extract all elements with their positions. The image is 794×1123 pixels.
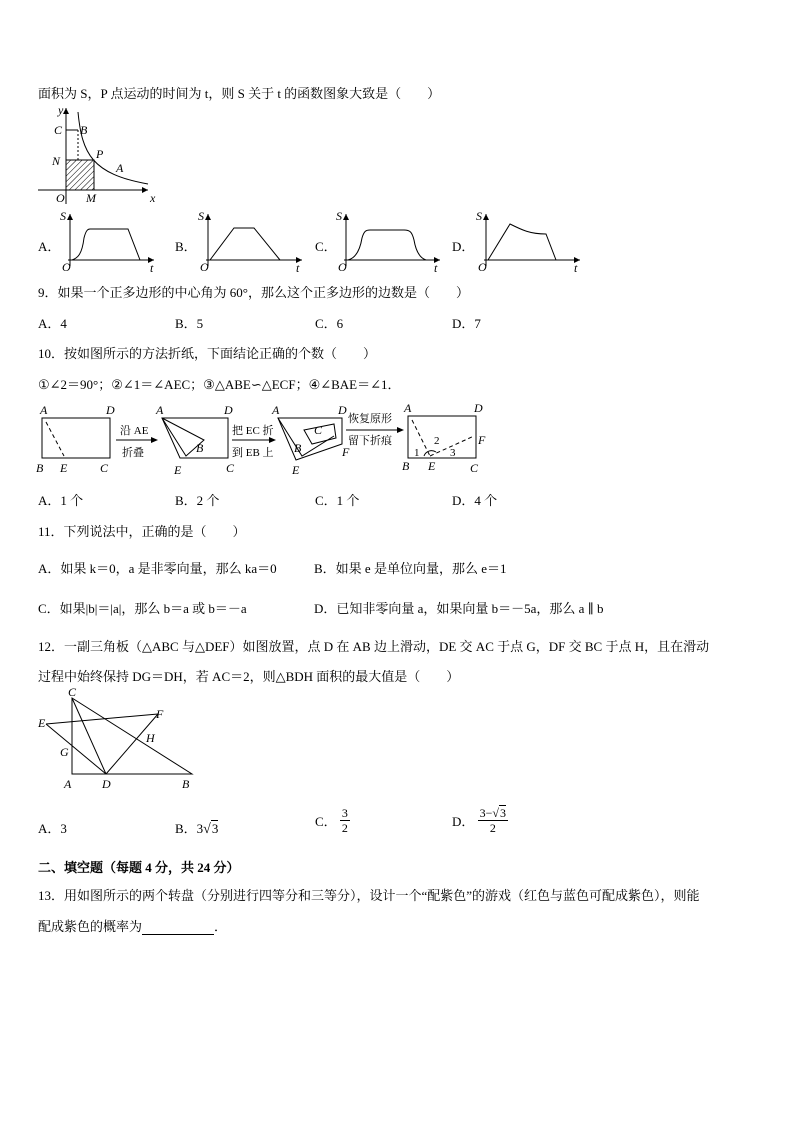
- q8-option-c-label: C．: [315, 239, 337, 254]
- svg-text:G: G: [60, 745, 69, 759]
- q11-option-c: C．如果|b|＝|a|，那么 b＝a 或 b＝－a: [38, 601, 247, 616]
- svg-text:到 EB 上: 到 EB 上: [232, 447, 274, 459]
- q10-conditions: ①∠2＝90°；②∠1＝∠AEC；③△ABE∽△ECF；④∠BAE＝∠1．: [38, 377, 401, 392]
- svg-text:3: 3: [450, 447, 456, 459]
- svg-text:t: t: [574, 261, 578, 275]
- q12-option-b: B．3√3: [175, 821, 219, 837]
- svg-text:S: S: [476, 209, 482, 223]
- q9-option-a: A．4: [38, 316, 67, 331]
- q8-option-a-label: A．: [38, 239, 61, 254]
- svg-text:C: C: [314, 423, 323, 437]
- svg-text:留下折痕: 留下折痕: [348, 435, 392, 447]
- svg-text:D: D: [224, 403, 233, 417]
- svg-text:E: E: [38, 716, 46, 730]
- q8-option-b-label: B．: [175, 239, 197, 254]
- q10-option-a: A．1 个: [38, 493, 84, 508]
- svg-text:S: S: [60, 209, 66, 223]
- svg-text:S: S: [336, 209, 342, 223]
- q9-option-c: C．6: [315, 316, 344, 331]
- svg-text:B: B: [196, 441, 204, 455]
- svg-text:D: D: [338, 403, 347, 417]
- svg-text:F: F: [342, 445, 350, 459]
- q11-option-b: B．如果 e 是单位向量，那么 e＝1: [314, 561, 507, 576]
- svg-text:O: O: [338, 260, 347, 274]
- q12-stem-line2: 过程中始终保持 DG＝DH，若 AC＝2，则△BDH 面积的最大值是（ ）: [38, 669, 460, 684]
- svg-text:B: B: [402, 459, 410, 473]
- q9-option-b: B．5: [175, 316, 204, 331]
- label-n: N: [52, 154, 61, 168]
- svg-text:B: B: [182, 777, 190, 791]
- svg-text:A: A: [156, 403, 164, 417]
- q8-main-figure: [36, 104, 156, 204]
- label-x: x: [150, 191, 156, 205]
- q12-triangle-figure: [34, 686, 204, 794]
- svg-text:恢复原形: 恢复原形: [348, 413, 392, 425]
- q10-option-b: B．2 个: [175, 493, 220, 508]
- label-a: A: [116, 161, 124, 175]
- q11-stem: 11．下列说法中，正确的是（ ）: [38, 524, 246, 539]
- svg-text:1: 1: [414, 447, 420, 459]
- q10-stem: 10．按如图所示的方法折纸，下面结论正确的个数（ ）: [38, 346, 377, 361]
- svg-text:把 EC 折: 把 EC 折: [232, 425, 274, 437]
- label-y: y: [58, 103, 64, 117]
- svg-text:C: C: [68, 685, 77, 699]
- q13-line2: 配成紫色的概率为 ．: [38, 919, 228, 934]
- q12-stem-line1: 12．一副三角板（△ABC 与△DEF）如图放置，点 D 在 AB 边上滑动，DE 交 AC 于点 G，DF 交 BC 于点 H，且在滑动: [38, 639, 710, 654]
- q12-option-d: D． $\frac{3-√3}{2}$: [452, 806, 506, 835]
- q8-graph-b: [196, 209, 306, 275]
- svg-text:C: C: [100, 461, 109, 475]
- q9-stem: 9．如果一个正多边形的中心角为 60°，那么这个正多边形的边数是（ ）: [38, 285, 469, 300]
- svg-text:F: F: [156, 707, 164, 721]
- q11-option-d: D．已知非零向量 a，如果向量 b＝－5a，那么 a ∥ b: [314, 601, 604, 616]
- q10-folding-figure: [34, 400, 514, 480]
- svg-text:E: E: [60, 461, 68, 475]
- svg-text:E: E: [174, 463, 182, 477]
- svg-text:F: F: [478, 433, 486, 447]
- svg-text:C: C: [226, 461, 235, 475]
- label-b: B: [80, 123, 88, 137]
- q10-option-d: D．4 个: [452, 493, 498, 508]
- svg-text:S: S: [198, 209, 204, 223]
- label-m: M: [86, 191, 96, 205]
- svg-text:C: C: [470, 461, 479, 475]
- svg-text:H: H: [146, 731, 155, 745]
- label-p: P: [96, 147, 104, 161]
- q8-stem: 面积为 S，P 点运动的时间为 t，则 S 关于 t 的函数图象大致是（ ）: [38, 86, 441, 101]
- svg-text:O: O: [478, 260, 487, 274]
- svg-text:O: O: [200, 260, 209, 274]
- svg-text:D: D: [102, 777, 111, 791]
- q8-option-d-label: D．: [452, 239, 475, 254]
- label-c: C: [54, 123, 63, 137]
- svg-text:E: E: [292, 463, 300, 477]
- label-o: O: [56, 191, 65, 205]
- svg-text:D: D: [106, 403, 115, 417]
- svg-text:折叠: 折叠: [122, 447, 144, 459]
- q12-option-a: A．3: [38, 821, 67, 836]
- q13-line1: 13．用如图所示的两个转盘（分别进行四等分和三等分），设计一个“配紫色”的游戏（红色与蓝色可配成紫色），则能: [38, 888, 700, 903]
- svg-text:B: B: [294, 441, 302, 455]
- svg-text:A: A: [64, 777, 72, 791]
- q10-option-c: C．1 个: [315, 493, 360, 508]
- q8-graph-c: [334, 209, 444, 275]
- svg-text:2: 2: [434, 435, 440, 447]
- q8-graph-d: [474, 209, 584, 275]
- svg-text:t: t: [434, 261, 438, 275]
- q9-option-d: D．7: [452, 316, 481, 331]
- svg-text:D: D: [474, 401, 483, 415]
- svg-text:O: O: [62, 260, 71, 274]
- svg-text:B: B: [36, 461, 44, 475]
- svg-text:t: t: [296, 261, 300, 275]
- section-2-heading: 二、填空题（每题 4 分，共 24 分）: [38, 860, 240, 875]
- q11-option-a: A．如果 k＝0，a 是非零向量，那么 ka＝0: [38, 561, 277, 576]
- svg-text:A: A: [40, 403, 48, 417]
- q12-option-c: C． $\frac{3}{2}$: [315, 806, 348, 835]
- svg-text:E: E: [428, 459, 436, 473]
- svg-text:A: A: [272, 403, 280, 417]
- svg-text:A: A: [404, 401, 412, 415]
- q8-graph-a: [58, 209, 158, 275]
- q13-answer-blank[interactable]: [142, 922, 214, 935]
- svg-text:沿 AE: 沿 AE: [120, 425, 149, 437]
- svg-text:t: t: [150, 261, 154, 275]
